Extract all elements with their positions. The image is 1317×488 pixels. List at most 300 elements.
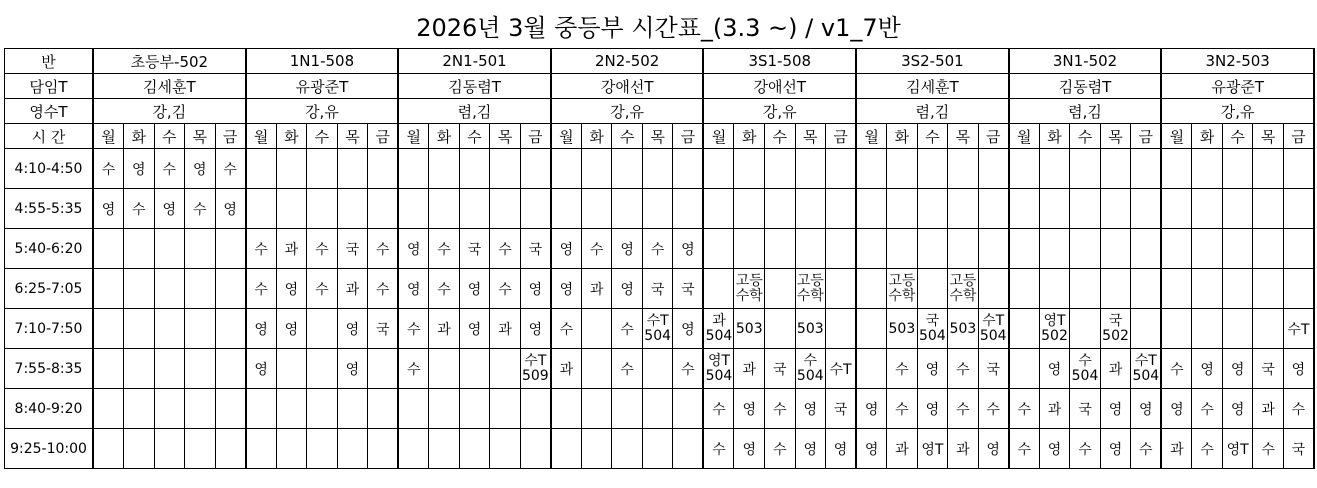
schedule-cell [1009,269,1040,309]
schedule-cell: 수 [1253,429,1284,469]
class-name-2: 2N1-501 [398,49,551,74]
schedule-cell [185,229,216,269]
schedule-cell [887,149,918,189]
class-name-6: 3N1-502 [1009,49,1162,74]
schedule-cell: 수 [185,189,216,229]
schedule-cell [1009,149,1040,189]
schedule-cell [154,269,185,309]
schedule-cell: 과 [490,309,521,349]
schedule-cell [1131,149,1162,189]
schedule-cell: 고등 수학 [795,269,826,309]
schedule-cell: 수 [307,229,338,269]
schedule-cell [1100,269,1131,309]
schedule-cell [368,429,399,469]
schedule-cell: 과 [1161,429,1192,469]
timetable-row [5,349,1315,389]
schedule-cell: 수 [93,149,124,189]
schedule-cell [1222,229,1253,269]
schedule-cell [1253,149,1284,189]
schedule-cell: 수T 504 [642,309,673,349]
schedule-cell [551,149,582,189]
schedule-cell [337,429,368,469]
day-header: 목 [185,124,216,149]
class-name-1: 1N1-508 [246,49,399,74]
schedule-cell [1161,269,1192,309]
day-header: 화 [124,124,155,149]
schedule-cell [215,269,246,309]
schedule-cell [765,269,796,309]
schedule-cell [826,189,857,229]
schedule-cell [398,189,429,229]
schedule-cell [1161,149,1192,189]
schedule-cell: 503 [795,309,826,349]
day-header: 금 [215,124,246,149]
schedule-cell: 영 [734,429,765,469]
class-homeroom-1: 유광준T [246,74,399,99]
schedule-cell: 영 [856,429,887,469]
schedule-cell: 국 [765,349,796,389]
class-teachers-0: 강,김 [93,99,246,124]
schedule-cell [215,429,246,469]
class-name-0: 초등부-502 [93,49,246,74]
schedule-cell [1039,149,1070,189]
time-slot: 6:25-7:05 [5,269,94,309]
schedule-cell: 고등 수학 [887,269,918,309]
day-header: 수 [917,124,948,149]
schedule-cell [887,189,918,229]
schedule-cell [581,349,612,389]
schedule-cell: 국 [1283,429,1314,469]
schedule-cell: 영 [398,269,429,309]
schedule-cell [185,269,216,309]
schedule-cell: 과 [337,269,368,309]
schedule-cell [581,189,612,229]
schedule-cell: 국 [826,389,857,429]
schedule-cell: 국 502 [1100,309,1131,349]
schedule-cell [307,149,338,189]
schedule-cell [1253,309,1284,349]
class-homeroom-4: 강애선T [703,74,856,99]
schedule-cell [124,229,155,269]
day-header: 화 [1192,124,1223,149]
schedule-cell [765,149,796,189]
day-header: 월 [1161,124,1192,149]
day-header: 목 [337,124,368,149]
day-header: 수 [612,124,643,149]
day-header: 월 [246,124,277,149]
schedule-cell [1009,349,1040,389]
schedule-cell: 수 [368,269,399,309]
schedule-cell [276,429,307,469]
class-name-5: 3S2-501 [856,49,1009,74]
schedule-cell: 과 [429,309,460,349]
schedule-cell: 수 [154,149,185,189]
schedule-cell [93,349,124,389]
schedule-cell: 과 [581,269,612,309]
class-name-7: 3N2-503 [1161,49,1314,74]
schedule-cell [93,389,124,429]
schedule-cell: 수T 509 [520,349,551,389]
schedule-cell [1070,149,1101,189]
schedule-cell: 수 [887,349,918,389]
timetable-row [5,229,1315,269]
schedule-cell [612,149,643,189]
schedule-cell: 과 [1100,349,1131,389]
time-header: 시 간 [5,124,94,149]
schedule-cell [398,389,429,429]
schedule-cell: 503 [734,309,765,349]
day-header: 목 [1100,124,1131,149]
schedule-cell [703,149,734,189]
schedule-cell [276,149,307,189]
schedule-cell [642,349,673,389]
day-header: 수 [154,124,185,149]
schedule-cell [246,429,277,469]
day-header: 목 [795,124,826,149]
schedule-cell [124,429,155,469]
schedule-cell [1009,309,1040,349]
schedule-cell [856,349,887,389]
schedule-cell: 수 [1192,389,1223,429]
schedule-cell [307,389,338,429]
schedule-cell: 수 [1283,389,1314,429]
schedule-cell [429,429,460,469]
schedule-cell: 고등 수학 [734,269,765,309]
schedule-cell [307,349,338,389]
schedule-cell [520,189,551,229]
schedule-cell: 수T [826,349,857,389]
schedule-cell: 영 [1161,389,1192,429]
schedule-cell: 수 504 [1070,349,1101,389]
schedule-cell [93,429,124,469]
schedule-cell: 과 [1039,389,1070,429]
schedule-cell [398,429,429,469]
schedule-cell [978,229,1009,269]
class-teachers-5: 렴,김 [856,99,1009,124]
schedule-cell [765,189,796,229]
schedule-cell: 수 [429,229,460,269]
schedule-cell [581,149,612,189]
schedule-cell: 수 [612,309,643,349]
schedule-cell: 503 [948,309,979,349]
schedule-cell [978,149,1009,189]
schedule-cell [368,389,399,429]
schedule-cell [490,149,521,189]
timetable-row [5,389,1315,429]
schedule-cell [93,309,124,349]
schedule-cell: 영 [459,269,490,309]
schedule-cell: 수 [246,269,277,309]
schedule-cell: 수 [612,349,643,389]
schedule-cell [1283,149,1314,189]
schedule-cell [826,149,857,189]
schedule-cell [948,149,979,189]
schedule-cell: 수 [703,429,734,469]
schedule-cell: 국 [1070,389,1101,429]
schedule-cell [1283,269,1314,309]
schedule-cell [948,189,979,229]
schedule-cell [1131,309,1162,349]
schedule-cell [215,229,246,269]
class-teachers-7: 강,유 [1161,99,1314,124]
day-header: 월 [551,124,582,149]
schedule-cell: 수 [948,389,979,429]
schedule-cell: 영 [520,269,551,309]
schedule-cell [887,229,918,269]
schedule-cell [1161,309,1192,349]
timetable-title: 2026년 3월 중등부 시간표_(3.3 ~) / v1_7반 [416,14,901,42]
schedule-cell: 영 [1131,389,1162,429]
schedule-cell [1222,309,1253,349]
schedule-cell [490,429,521,469]
schedule-cell: 수 [490,229,521,269]
schedule-cell [734,149,765,189]
day-header: 수 [459,124,490,149]
time-slot: 8:40-9:20 [5,389,94,429]
day-header: 금 [1283,124,1314,149]
schedule-cell: 영 [185,149,216,189]
schedule-cell [276,349,307,389]
schedule-cell [1009,189,1040,229]
schedule-cell: 수T 504 [1131,349,1162,389]
schedule-cell: 과 [1253,389,1284,429]
schedule-cell [520,389,551,429]
schedule-cell: 수 [124,189,155,229]
schedule-cell: 국 [642,269,673,309]
schedule-cell: 영 [1100,389,1131,429]
schedule-cell [93,229,124,269]
schedule-cell [215,309,246,349]
schedule-cell: 수 [887,389,918,429]
schedule-cell [185,389,216,429]
schedule-cell: 영 [551,229,582,269]
schedule-cell [1192,189,1223,229]
schedule-cell: 영 [398,229,429,269]
schedule-cell: 영 [795,429,826,469]
schedule-cell: 국 504 [917,309,948,349]
schedule-cell [490,189,521,229]
class-homeroom-5: 김세훈T [856,74,1009,99]
schedule-cell: 수 [1161,349,1192,389]
schedule-cell [765,229,796,269]
schedule-cell: 503 [887,309,918,349]
schedule-cell: 영 [1192,349,1223,389]
schedule-cell: 영 [154,189,185,229]
schedule-cell [1192,229,1223,269]
schedule-cell [93,269,124,309]
schedule-cell [703,229,734,269]
day-header: 목 [490,124,521,149]
time-slot: 4:10-4:50 [5,149,94,189]
schedule-cell: 영 [1283,349,1314,389]
schedule-cell: 국 [673,269,704,309]
schedule-cell: 영 [246,349,277,389]
schedule-cell [1100,229,1131,269]
schedule-cell [1131,229,1162,269]
schedule-cell [124,389,155,429]
schedule-cell: 수 [398,349,429,389]
class-name-4: 3S1-508 [703,49,856,74]
schedule-cell: 수 [490,269,521,309]
schedule-cell: 국 [978,349,1009,389]
schedule-cell: 수 [703,389,734,429]
schedule-cell [1192,149,1223,189]
schedule-cell: 영 [917,389,948,429]
schedule-cell: 영 [276,269,307,309]
schedule-cell: 고등 수학 [948,269,979,309]
schedule-cell [124,309,155,349]
schedule-cell: 영 [276,309,307,349]
schedule-cell [581,389,612,429]
day-header: 수 [1222,124,1253,149]
schedule-cell: 수 [215,149,246,189]
schedule-cell [1253,269,1284,309]
schedule-cell: 영T 504 [703,349,734,389]
timetable-row [5,309,1315,349]
schedule-cell [368,189,399,229]
schedule-cell [673,389,704,429]
schedule-cell: 국 [459,229,490,269]
schedule-cell: 수 [1131,429,1162,469]
schedule-cell [1131,269,1162,309]
class-teachers-2: 렴,김 [398,99,551,124]
schedule-cell [642,189,673,229]
schedule-cell: 영 [826,429,857,469]
class-teachers-3: 강,유 [551,99,704,124]
schedule-cell: 영 [551,269,582,309]
schedule-cell [1161,229,1192,269]
schedule-cell [154,309,185,349]
day-header: 수 [307,124,338,149]
schedule-cell [703,269,734,309]
day-header: 화 [734,124,765,149]
schedule-cell [917,149,948,189]
schedule-cell [917,229,948,269]
schedule-cell: 영 [124,149,155,189]
schedule-cell: 수 [398,309,429,349]
day-header: 월 [1009,124,1040,149]
class-homeroom-0: 김세훈T [93,74,246,99]
schedule-cell [429,389,460,429]
day-header: 금 [673,124,704,149]
schedule-cell [551,189,582,229]
schedule-cell [551,429,582,469]
schedule-cell [1070,269,1101,309]
schedule-cell [612,429,643,469]
schedule-cell [429,349,460,389]
schedule-cell [734,189,765,229]
schedule-cell: 수T [1283,309,1314,349]
schedule-cell [246,189,277,229]
schedule-cell [307,189,338,229]
schedule-cell [642,389,673,429]
schedule-cell [642,149,673,189]
schedule-cell: 수 [1192,429,1223,469]
schedule-cell [185,309,216,349]
day-header: 화 [429,124,460,149]
schedule-cell [246,389,277,429]
day-header: 월 [398,124,429,149]
schedule-cell [795,189,826,229]
day-header: 금 [978,124,1009,149]
schedule-cell [215,389,246,429]
schedule-cell [612,189,643,229]
schedule-cell [154,389,185,429]
schedule-cell: 영 [795,389,826,429]
timetable [4,48,1315,469]
schedule-cell [459,349,490,389]
schedule-cell: 영T [917,429,948,469]
schedule-cell: 수 [978,389,1009,429]
schedule-cell: 과 [734,349,765,389]
schedule-cell [1283,189,1314,229]
day-header: 금 [520,124,551,149]
schedule-cell [1192,309,1223,349]
day-header: 월 [703,124,734,149]
schedule-cell: 영 [337,309,368,349]
row-label-english_math: 영수T [5,99,94,124]
schedule-cell [1222,149,1253,189]
schedule-cell [734,229,765,269]
schedule-cell: 국 [337,229,368,269]
row-label-class: 반 [5,49,94,74]
schedule-cell: 수 [581,229,612,269]
schedule-cell: 영 [337,349,368,389]
schedule-cell: 영 [93,189,124,229]
schedule-cell [673,189,704,229]
schedule-cell: 수 [765,389,796,429]
schedule-cell [795,149,826,189]
schedule-cell: 국 [520,229,551,269]
day-header: 월 [93,124,124,149]
schedule-cell: 영 [1222,389,1253,429]
day-header: 금 [826,124,857,149]
schedule-cell [368,149,399,189]
schedule-cell [1039,189,1070,229]
schedule-cell [948,229,979,269]
schedule-cell: 영 [459,309,490,349]
schedule-cell: 영 [612,229,643,269]
time-slot: 9:25-10:00 [5,429,94,469]
schedule-cell [368,349,399,389]
schedule-cell [642,429,673,469]
schedule-cell [1039,229,1070,269]
schedule-cell: 수 [948,349,979,389]
schedule-cell [459,189,490,229]
schedule-cell: 영 [917,349,948,389]
schedule-cell: 영 [215,189,246,229]
class-homeroom-7: 유광준T [1161,74,1314,99]
schedule-cell [917,269,948,309]
class-homeroom-6: 김동렴T [1009,74,1162,99]
day-header: 수 [1070,124,1101,149]
schedule-cell: 수 [429,269,460,309]
schedule-cell: 과 [276,229,307,269]
schedule-cell [459,149,490,189]
schedule-cell: 영 [1100,429,1131,469]
schedule-cell [154,429,185,469]
schedule-cell [429,189,460,229]
schedule-cell: 수 [673,349,704,389]
schedule-cell: 수 [765,429,796,469]
schedule-cell [337,389,368,429]
schedule-cell [978,189,1009,229]
schedule-cell [703,189,734,229]
class-homeroom-2: 김동렴T [398,74,551,99]
schedule-cell: 영 [673,309,704,349]
day-header: 화 [276,124,307,149]
schedule-cell [1009,229,1040,269]
